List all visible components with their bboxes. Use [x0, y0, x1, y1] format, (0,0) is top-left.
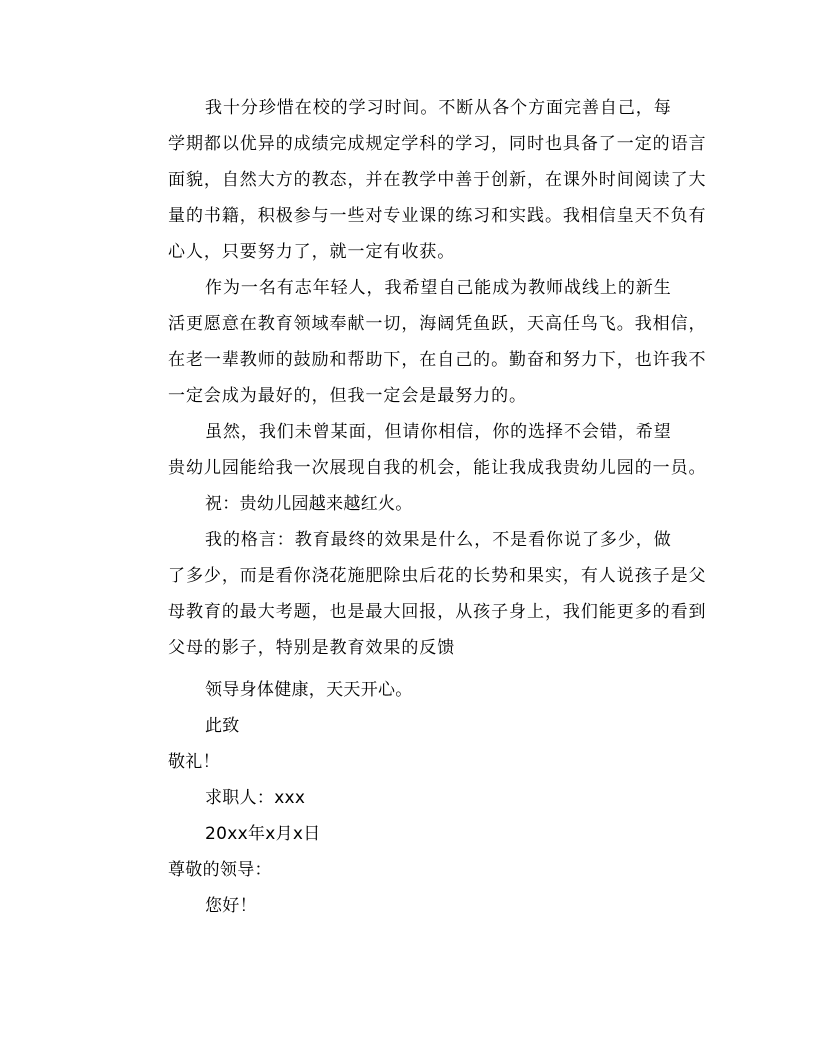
paragraph-5-line-4: 父母的影子，特别是教育效果的反馈 [168, 638, 456, 658]
paragraph-5-line-3: 母教育的最大考题，也是最大回报，从孩子身上，我们能更多的看到 [168, 602, 707, 622]
paragraph-4-line-1: 祝：贵幼儿园越来越红火。 [205, 494, 413, 514]
letter-date: 20xx年x月x日 [205, 824, 321, 844]
paragraph-2-line-2: 活更愿意在教育领域奉献一切，海阔凭鱼跃，天高任鸟飞。我相信， [168, 314, 707, 334]
paragraph-1-line-3: 面貌，自然大方的教态，并在教学中善于创新，在课外时间阅读了大 [168, 170, 707, 190]
paragraph-1-line-1: 我十分珍惜在校的学习时间。不断从各个方面完善自己，每 [205, 98, 672, 118]
applicant-signature: 求职人：xxx [205, 788, 306, 808]
next-letter-hello: 您好！ [205, 896, 257, 916]
paragraph-1-line-5: 心人，只要努力了，就一定有收获。 [168, 242, 456, 262]
next-letter-greeting: 尊敬的领导： [168, 860, 272, 880]
paragraph-3-line-1: 虽然，我们未曾某面，但请你相信，你的选择不会错，希望 [205, 422, 672, 442]
closing-wish: 领导身体健康，天天开心。 [205, 680, 413, 700]
paragraph-1-line-4: 量的书籍，积极参与一些对专业课的练习和实践。我相信皇天不负有 [168, 206, 707, 226]
paragraph-2-line-3: 在老一辈教师的鼓励和帮助下，在自己的。勤奋和努力下，也许我不 [168, 350, 707, 370]
paragraph-3-line-2: 贵幼儿园能给我一次展现自我的机会，能让我成我贵幼儿园的一员。 [168, 458, 707, 478]
paragraph-2-line-1: 作为一名有志年轻人，我希望自己能成为教师战线上的新生 [205, 278, 672, 298]
paragraph-5-line-2: 了多少，而是看你浇花施肥除虫后花的长势和果实，有人说孩子是父 [168, 566, 707, 586]
salutation-open: 此致 [205, 716, 240, 736]
paragraph-1-line-2: 学期都以优异的成绩完成规定学科的学习，同时也具备了一定的语言 [168, 134, 707, 154]
paragraph-5-line-1: 我的格言：教育最终的效果是什么，不是看你说了多少，做 [205, 530, 672, 550]
paragraph-2-line-4: 一定会成为最好的，但我一定会是最努力的。 [168, 386, 527, 406]
salutation-close: 敬礼！ [168, 752, 220, 772]
